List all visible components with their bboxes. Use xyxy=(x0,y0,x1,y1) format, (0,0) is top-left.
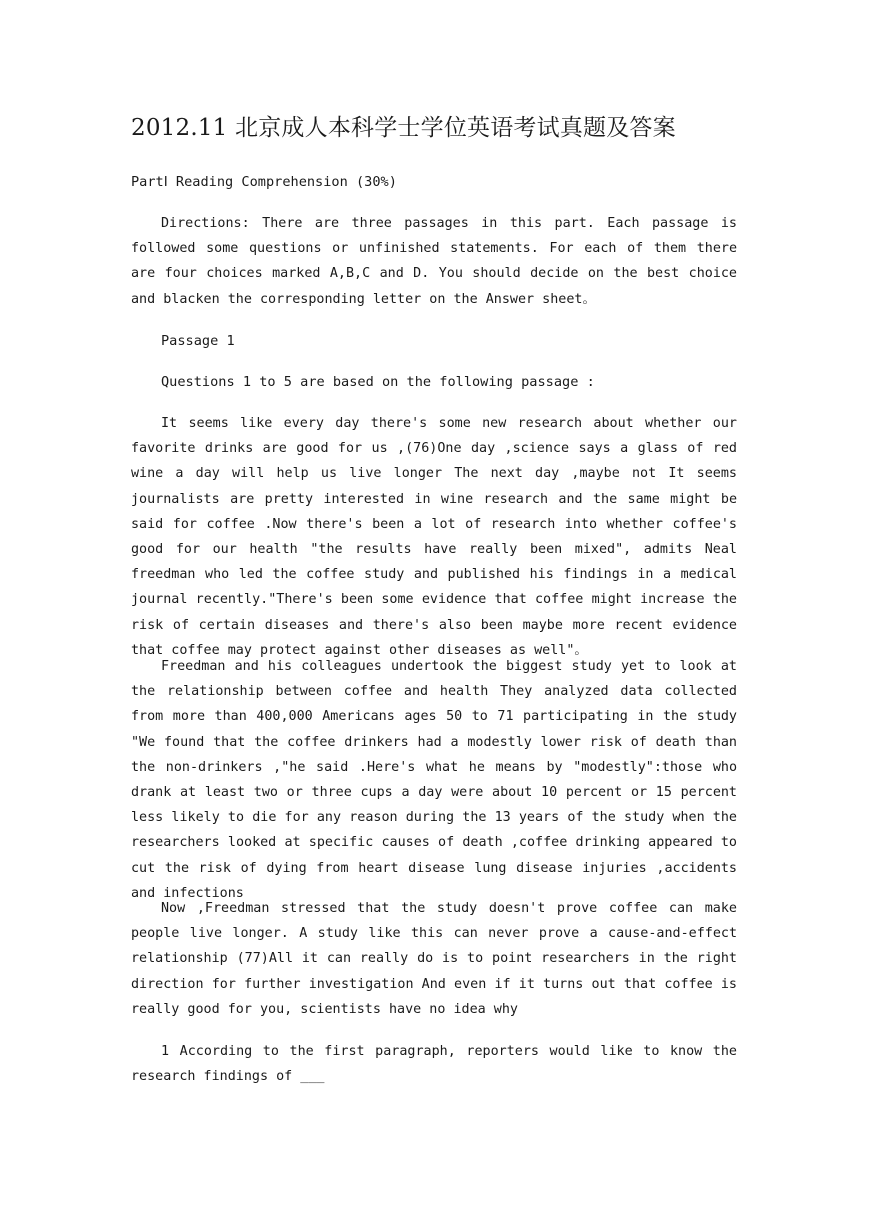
passage-label: Passage 1 xyxy=(161,333,235,349)
passage-paragraph-2: Freedman and his colleagues undertook the biggest study yet to look at the relationship between coffee and health They analyzed data collected from more than 400,000 Americans ages 50 to 71 participating in the study "We found that the coffee drinkers had a modestly lower risk of death than the non-drinkers ,"he said .Here's what he means by "modestly":those who drank at least two or three cups a day were about 10 percent or 15 percent less likely to die for any reason during the 13 years of the study when the researchers looked at specific causes of death ,coffee drinking appeared to cut the risk of dying from heart disease lung disease injuries ,accidents and infections xyxy=(131,659,737,901)
question-1: 1 According to the first paragraph, reporters would like to know the research findings of ___ xyxy=(131,1044,737,1085)
questions-intro: Questions 1 to 5 are based on the following passage : xyxy=(161,374,595,390)
part-heading: PartⅠ Reading Comprehension (30%) xyxy=(131,174,397,190)
passage-paragraph-1: It seems like every day there's some new research about whether our favorite drinks are good for us ,(76)One day ,science says a glass of red wine a day will help us live longer The next day ,maybe not It seems journalists are pretty interested in wine research and the same might be said for coffee .Now there's been a lot of research into whether coffee's good for our health "the results have really been mixed", admits Neal freedman who led the coffee study and published his findings in a medical journal recently."There's been some evidence that coffee might increase the risk of certain diseases and there's also been maybe more recent evidence that coffee may protect against other diseases as well"。 xyxy=(131,416,737,658)
passage-paragraph-3: Now ,Freedman stressed that the study doesn't prove coffee can make people live longer. A study like this can never prove a cause-and-effect relationship (77)All it can really do is to point researchers in the right direction for further investigation And even if it turns out that coffee is really good for you, scientists have no idea why xyxy=(131,901,737,1017)
directions-paragraph: Directions: There are three passages in this part. Each passage is followed some questions or unfinished statements. For each of them there are four choices marked A,B,C and D. You should decide on the best choice and blacken the corresponding letter on the Answer sheet。 xyxy=(131,216,737,307)
document-title: 2012.11 北京成人本科学士学位英语考试真题及答案 xyxy=(131,115,676,141)
